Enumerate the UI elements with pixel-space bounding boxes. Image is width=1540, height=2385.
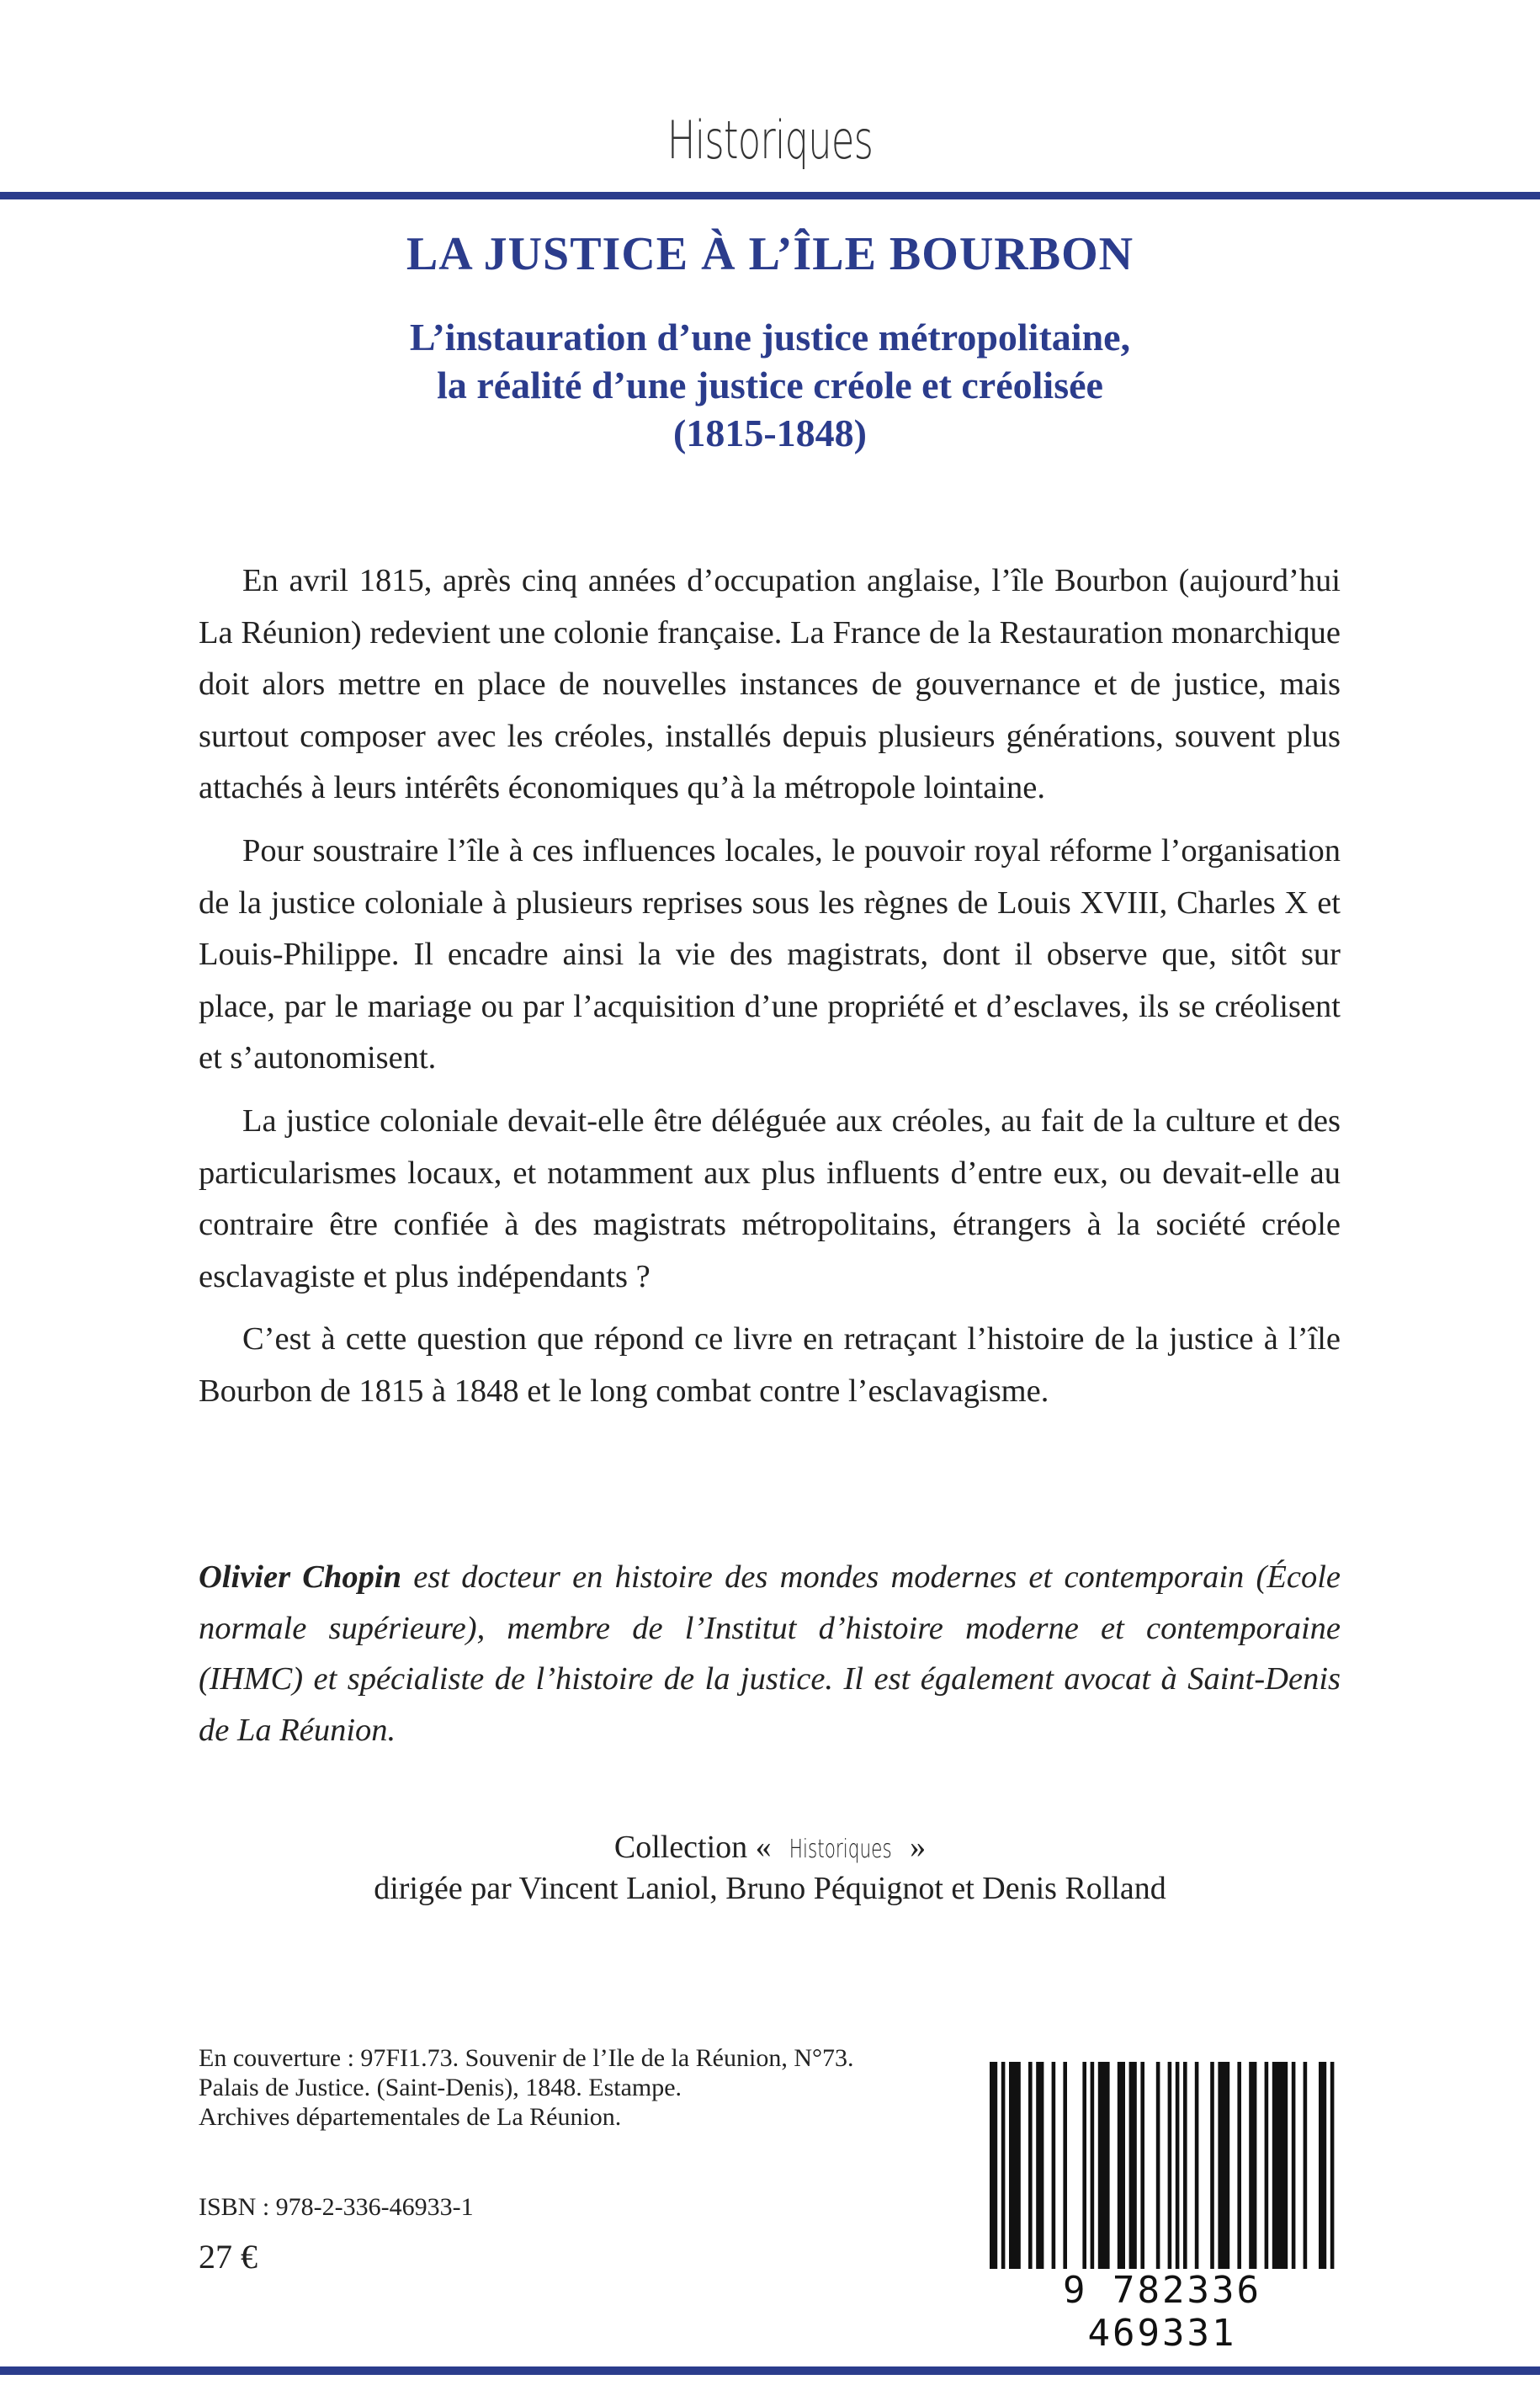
isbn-barcode [983, 2062, 1341, 2355]
blurb-paragraph: C’est à cette question que répond ce livre en retraçant l’histoire de la justice à l’île Bourbon de 1815 à 1848 et le long combat contre l’esclavagisme. [199, 1321, 1341, 1409]
barcode-bar [1183, 2062, 1187, 2269]
barcode-bar [1036, 2062, 1043, 2269]
collection-directors: dirigée par Vincent Laniol, Bruno Péquignot et Denis Rolland [374, 1871, 1166, 1906]
subtitle-line: la réalité d’une justice créole et créolisée [437, 364, 1103, 406]
book-subtitle [0, 313, 1540, 457]
barcode-bar [1140, 2062, 1144, 2269]
author-bio [199, 1552, 1341, 1756]
credit-line: En couverture : 97FI1.73. Souvenir de l’Ile de la Réunion, N°73. [199, 2044, 854, 2072]
barcode-bar [1319, 2062, 1326, 2269]
cover-credits [199, 2043, 1040, 2132]
top-rule [0, 192, 1540, 199]
barcode-bar [1098, 2062, 1110, 2269]
subtitle-line: (1815-1848) [673, 412, 867, 454]
blurb-paragraph: En avril 1815, après cinq années d’occupation anglaise, l’île Bourbon (aujourd’hui La Réunion) redevient une colonie française. La France de la Restauration monarchique doit alors mettre en place de nouvelles instances de gouvernance et de justice, mais surtout composer avec les créoles, installés depuis plusieurs générations, souvent plus attachés à leurs intérêts économiques qu’à la métropole lointaine. [199, 563, 1341, 806]
author-name: Olivier Chopin [199, 1559, 401, 1595]
credit-line: Palais de Justice. (Saint-Denis), 1848. Estampe. [199, 2074, 682, 2101]
barcode-bar [990, 2062, 997, 2269]
series-logo: Historiques [666, 109, 874, 171]
collection-info [0, 1828, 1540, 1908]
collection-prefix: Collection « [613, 1830, 772, 1865]
collection-suffix: » [910, 1830, 927, 1865]
barcode-bar [1009, 2062, 1021, 2269]
barcode-bar [1237, 2062, 1241, 2269]
barcode-bar [1156, 2062, 1160, 2269]
barcode-bar [1091, 2062, 1095, 2269]
book-title: LA JUSTICE À L’ÎLE BOURBON [406, 228, 1134, 280]
collection-line [0, 1828, 1540, 1869]
author-bio-text: est docteur en histoire des mondes modernes et contemporain (École normale supérieure), membre de l’Institut d’histoire moderne et contemporaine (IHMC) et spécialiste de l’histoire de la justice. Il est également avocat à Saint-Denis de La Réunion. [199, 1559, 1341, 1748]
barcode-bar [1265, 2062, 1269, 2269]
collection-logo: Historiques [789, 1835, 892, 1864]
barcode-bar [1082, 2062, 1086, 2269]
barcode-digits: 9 782336 469331 [1063, 2269, 1261, 2355]
bottom-rule [0, 2366, 1540, 2375]
barcode-bar [1249, 2062, 1256, 2269]
barcode-bar [1218, 2062, 1229, 2269]
blurb-paragraph: Pour soustraire l’île à ces influences locales, le pouvoir royal réforme l’organisation de la justice coloniale à plusieurs reprises sous les règnes de Louis XVIII, Charles X et Louis-Philippe. Il encadre ainsi la vie des magistrats, dont il observe que, sitôt sur place, par le mariage ou par l’acquisition d’une propriété et d’esclaves, ils se créolisent et s’autonomisent. [199, 832, 1341, 1076]
price: 27 € [199, 2238, 258, 2276]
blurb-paragraph: La justice coloniale devait-elle être déléguée aux créoles, au fait de la culture et des particularismes locaux, et notamment aux plus influents d’entre eux, ou devait-elle au contraire être confiée à des magistrats métropolitains, étrangers à la société créole esclavagiste et plus indépendants ? [199, 1102, 1341, 1294]
barcode-bar [1063, 2062, 1067, 2269]
barcode-bar [1052, 2062, 1056, 2269]
barcode-bar [1028, 2062, 1033, 2269]
barcode-bars [983, 2062, 1341, 2269]
barcode-bar [1001, 2062, 1006, 2269]
barcode-bar [1118, 2062, 1125, 2269]
barcode-bar [1304, 2062, 1308, 2269]
barcode-bar [1272, 2062, 1288, 2269]
barcode-bar [1330, 2062, 1335, 2269]
blurb [199, 555, 1341, 1429]
barcode-bar [1168, 2062, 1172, 2269]
isbn-label: ISBN : 978-2-336-46933-1 [199, 2193, 474, 2221]
barcode-bar [1210, 2062, 1214, 2269]
barcode-bar [1195, 2062, 1199, 2269]
barcode-bar [1129, 2062, 1137, 2269]
barcode-bar [1292, 2062, 1296, 2269]
barcode-bar [1176, 2062, 1180, 2269]
subtitle-line: L’instauration d’une justice métropolitaine, [409, 316, 1131, 359]
credit-line: Archives départementales de La Réunion. [199, 2103, 622, 2131]
